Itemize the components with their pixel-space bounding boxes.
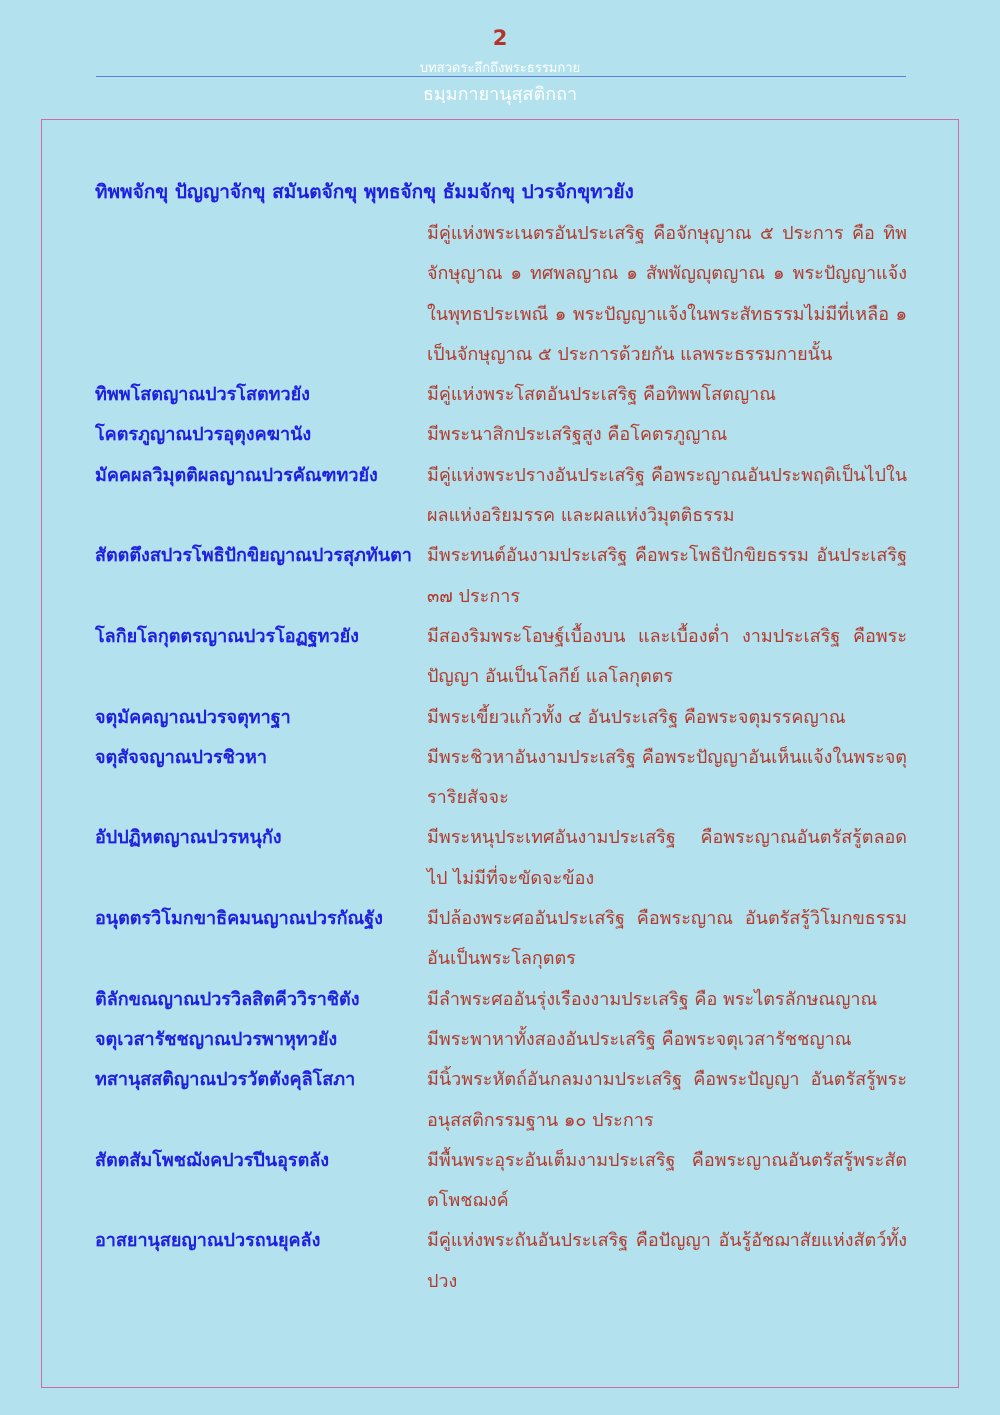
entry-definition: มีคู่แห่งพระถันอันประเสริฐ คือปัญญา อันรู้อัชฌาสัยแห่งสัตว์ทั้งปวง [427, 1230, 907, 1292]
entry-term: มัคคผลวิมุตติผลญาณปวรคัณฑทวยัง [95, 464, 378, 486]
entry-list [95, 214, 907, 1302]
entry-term: ติลักขณญาณปวรวิลสิตคีววิราชิตัง [95, 988, 360, 1010]
list-item [95, 375, 907, 415]
list-item [95, 536, 907, 617]
entry-term: อัปปฏิหตญาณปวรหนุกัง [95, 827, 282, 849]
list-item [95, 456, 907, 537]
list-item [95, 738, 907, 819]
entry-definition: มีนิ้วพระหัตถ์อันกลมงามประเสริฐ คือพระปัญญา อันตรัสรู้พระอนุสสติกรรมฐาน ๑๐ ประการ [427, 1069, 907, 1131]
list-item [95, 1221, 907, 1302]
entry-definition: มีคู่แห่งพระโสตอันประเสริฐ คือทิพพโสตญาณ [427, 384, 776, 406]
list-item [95, 214, 907, 375]
header-divider [96, 76, 906, 77]
list-item [95, 415, 907, 455]
list-item [95, 818, 907, 899]
entry-term: โคตรภูญาณปวรอุตุงคฆานัง [95, 424, 312, 446]
list-item [95, 1060, 907, 1141]
header-title: ธมฺมกายานุสฺสติกถา [422, 84, 578, 105]
entry-term: ทสานุสสติญาณปวรวัตตังคุลิโสภา [95, 1069, 356, 1091]
entry-definition: มีพระพาหาทั้งสองอันประเสริฐ คือพระจตุเวสารัชชญาณ [427, 1028, 852, 1050]
entry-term: จตุสัจจญาณปวรชิวหา [95, 746, 267, 768]
list-item [95, 1020, 907, 1060]
entry-definition: มีปล้องพระศออันประเสริฐ คือพระญาณ อันตรัสรู้วิโมกขธรรมอันเป็นพระโลกุตตร [427, 908, 907, 970]
entry-term: สัตตสัมโพชฌังคปวรปีนอุรตลัง [95, 1149, 330, 1171]
entry-definition: มีพระทนต์อันงามประเสริฐ คือพระโพธิปักขิยธรรม อันประเสริฐ ๓๗ ประการ [427, 545, 907, 607]
entry-term: อาสยานุสยญาณปวรถนยุคลัง [95, 1230, 321, 1252]
entry-term: อนุตตรวิโมกขาธิคมนญาณปวรกัณฐัง [95, 908, 383, 930]
entry-definition: มีคู่แห่งพระปรางอันประเสริฐ คือพระญาณอันประพฤติเป็นไปในผลแห่งอริยมรรค และผลแห่งวิมุตติธรรม [427, 464, 907, 527]
entry-definition: มีคู่แห่งพระเนตรอันประเสริฐ คือจักษุญาณ ๕ ประการ คือ ทิพจักษุญาณ ๑ ทศพลญาณ ๑ สัพพัญญุตญาณ ๑ พระปัญญาแจ้งในพุทธประเพณี ๑ พระปัญญาแจ้งในพระสัทธรรมไม่มีที่เหลือ ๑ เป็นจักษุญาณ ๕ ประการด้วยกัน แลพระธรรมกายนั้น [427, 223, 907, 365]
entry-definition: มีพระเขี้ยวแก้วทั้ง ๔ อันประเสริฐ คือพระจตุมรรคญาณ [427, 706, 846, 728]
entry-definition: มีพื้นพระอุระอันเต็มงามประเสริฐ คือพระญาณอันตรัสรู้พระสัตตโพชฌงค์ [427, 1149, 907, 1212]
entry-term: สัตตตึงสปวรโพธิปักขิยญาณปวรสุภทันตา [95, 545, 412, 567]
list-item [95, 899, 907, 980]
entry-term: โลกิยโลกุตตรญาณปวรโอฏฐทวยัง [95, 625, 359, 647]
entry-definition: มีพระหนุประเทศอันงามประเสริฐ คือพระญาณอันตรัสรู้ตลอดไป ไม่มีที่จะขัดจะข้อง [427, 827, 907, 889]
list-item [95, 698, 907, 738]
entry-term: จตุมัคคญาณปวรจตุทาฐา [95, 706, 291, 728]
page-number: 2 [492, 26, 508, 50]
entry-term: ทิพพโสตญาณปวรโสตทวยัง [95, 384, 310, 406]
entry-definition: มีพระชิวหาอันงามประเสริฐ คือพระปัญญาอันเห็นแจ้งในพระจตุราริยสัจจะ [427, 746, 907, 809]
entry-definition: มีลำพระศออันรุ่งเรืองงามประเสริฐ คือ พระไตรลักษณญาณ [427, 988, 878, 1010]
entry-term [95, 214, 427, 375]
entry-definition: มีพระนาสิกประเสริฐสูง คือโคตรภูญาณ [427, 424, 728, 446]
header-subtitle: บทสวดระลึกถึงพระธรรมกาย [419, 61, 581, 76]
list-item [95, 617, 907, 698]
entry-definition: มีสองริมพระโอษฐ์เบื้องบน และเบื้องต่ำ งามประเสริฐ คือพระปัญญา อันเป็นโลกีย์ แลโลกุตตร [427, 625, 907, 688]
section-heading: ทิพพจักขุ ปัญญาจักขุ สมันตจักขุ พุทธจักขุ ธัมมจักขุ ปวรจักขุทวยัง [95, 181, 634, 203]
entry-term: จตุเวสารัชชญาณปวรพาหุทวยัง [95, 1028, 338, 1050]
list-item [95, 980, 907, 1020]
list-item [95, 1141, 907, 1222]
document-body [95, 174, 907, 1302]
